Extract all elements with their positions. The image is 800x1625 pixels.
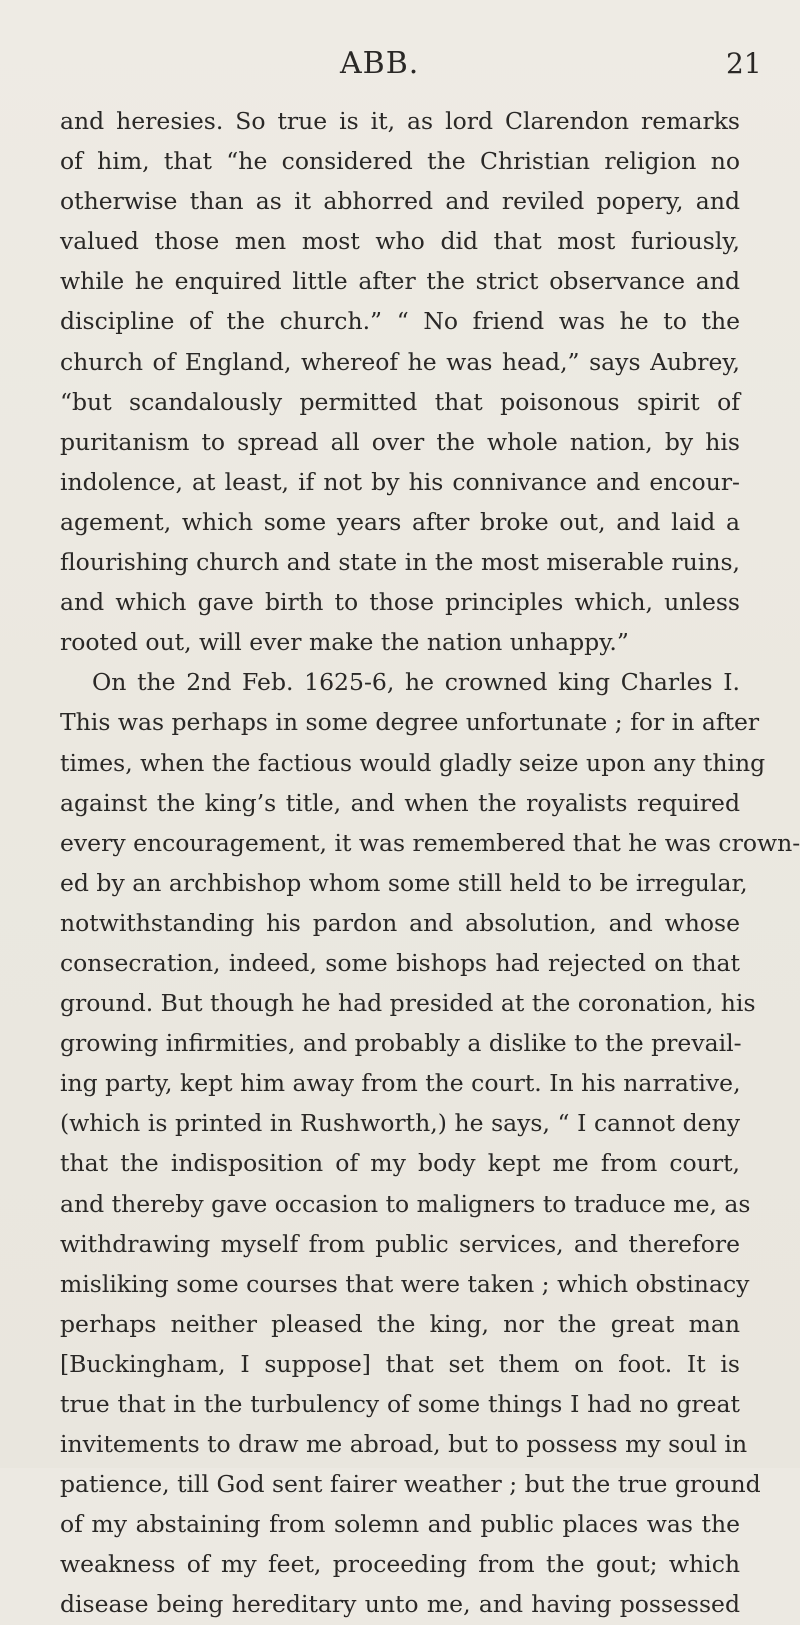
text-line: patience, till God sent fairer weather ; but the true ground [60, 1470, 761, 1499]
text-line: and heresies. So true is it, as lord Clarendon remarks [60, 107, 740, 135]
running-head: ABB. [340, 46, 420, 81]
text-line: [Buckingham, I suppose] that set them on foot. It is [60, 1349, 740, 1378]
body-text [60, 101, 800, 1625]
text-line: times, when the factious would gladly seize upon any thing [60, 748, 766, 777]
text-line: weakness of my feet, proceeding from the gout; which [60, 1550, 740, 1579]
text-line: and thereby gave occasion to maligners to traduce me, as [60, 1189, 751, 1218]
page-header [0, 46, 800, 82]
text-line: “but scandalously permitted that poisonous spirit of [60, 387, 740, 416]
text-line: every encouragement, it was remembered that he was crown- [60, 828, 800, 857]
text-line: puritanism to spread all over the whole nation, by his [60, 427, 740, 456]
text-line: ed by an archbishop whom some still held to be irregular, [60, 868, 748, 897]
text-line: agement, which some years after broke out, and laid a [60, 507, 740, 536]
text-line: perhaps neither pleased the king, nor the great man [60, 1309, 740, 1338]
text-line: ground. But though he had presided at the coronation, his [60, 989, 756, 1018]
text-line: valued those men most who did that most furiously, [60, 227, 740, 256]
text-line: indolence, at least, if not by his connivance and encour- [60, 467, 740, 496]
text-line: that the indisposition of my body kept me from court, [60, 1149, 740, 1178]
text-line: This was perhaps in some degree unfortunate ; for in after [60, 708, 760, 737]
text-line: rooted out, will ever make the nation unhappy.” [60, 628, 629, 657]
text-line: while he enquired little after the strict observance and [60, 267, 740, 296]
text-line: true that in the turbulency of some things I had no great [60, 1390, 740, 1418]
text-line: otherwise than as it abhorred and reviled popery, and [60, 187, 740, 216]
text-line: On the 2nd Feb. 1625-6, he crowned king Charles I. [92, 668, 740, 697]
text-line: (which is printed in Rushworth,) he says, “ I cannot deny [60, 1109, 740, 1138]
text-line: invitements to draw me abroad, but to possess my soul in [60, 1430, 748, 1459]
text-line: notwithstanding his pardon and absolution, and whose [60, 908, 740, 937]
text-line: ing party, kept him away from the court. In his narrative, [60, 1069, 741, 1098]
text-line: church of England, whereof he was head,” says Aubrey, [60, 347, 740, 376]
text-line: growing infirmities, and probably a dislike to the prevail- [60, 1029, 742, 1058]
text-line: of him, that “he considered the Christian religion no [60, 147, 740, 176]
text-line: withdrawing myself from public services, and therefore [60, 1229, 740, 1258]
text-line: consecration, indeed, some bishops had rejected on that [60, 948, 740, 977]
text-line: flourishing church and state in the most miserable ruins, [60, 548, 740, 577]
text-line: and which gave birth to those principles which, unless [60, 588, 740, 617]
text-line: disease being hereditary unto me, and having possessed [60, 1590, 740, 1619]
text-line: of my abstaining from solemn and public places was the [60, 1510, 740, 1539]
text-line: discipline of the church.” “ No friend was he to the [60, 307, 740, 336]
text-line: misliking some courses that were taken ; which obstinacy [60, 1269, 750, 1298]
page-number: 21 [726, 47, 762, 80]
text-line: against the king’s title, and when the royalists required [60, 788, 740, 817]
